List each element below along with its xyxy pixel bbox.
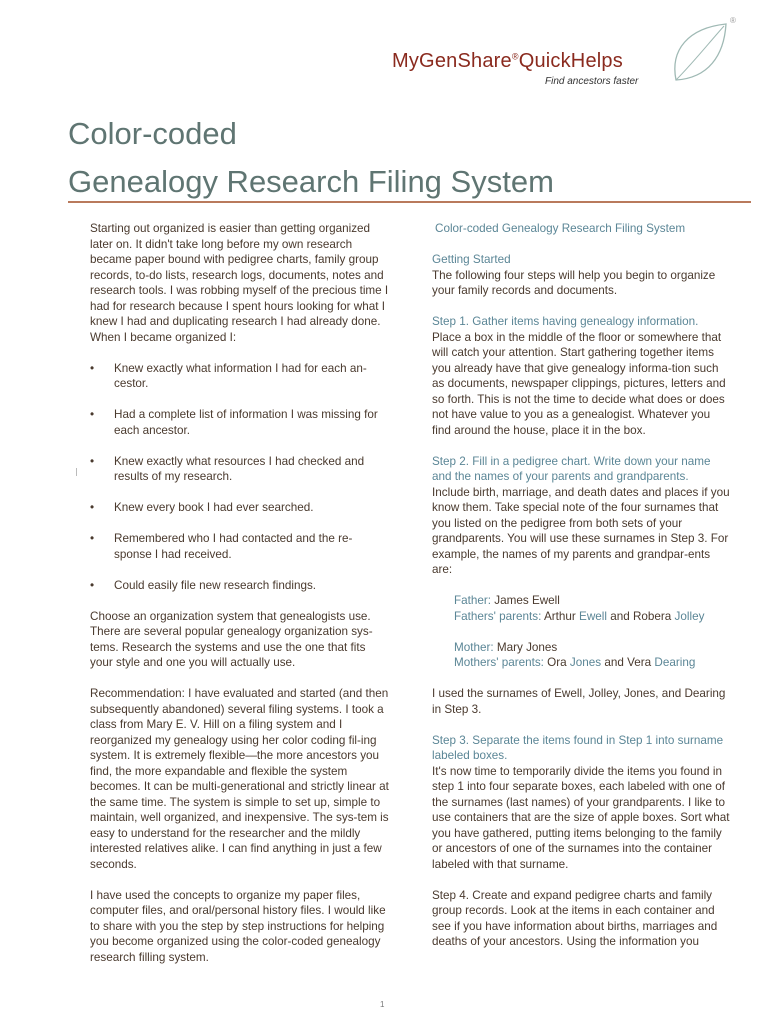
- surnames-text: I used the surnames of Ewell, Jolley, Jones, and Dearing in Step 3.: [432, 687, 726, 716]
- step1-text: Place a box in the middle of the floor or somewhere that will catch your attention. Start gathering together items you already have that give genealogy informa-tion such as documents, newspaper clippings, pictures, letters and so forth. This is not the time to decide what does or does not have value to you as a genealogist. Whatever you find around the house, place it in the box.: [432, 330, 726, 437]
- page-title: [68, 110, 554, 206]
- mothers-parents-line: Mothers' parents: Ora Jones and Vera Dearing: [454, 656, 696, 669]
- bullet-item: • Could easily file new research findings.: [90, 578, 317, 592]
- bullet-item: • Remembered who I had contacted and the re-sponse I had received.: [90, 532, 353, 561]
- intro-paragraph: Starting out organized is easier than getting organized later on. It didn't take long before my own research became paper bound with pedigree charts, family group records, to-do lists, research logs, documents, notes and research tools. I was robbing myself of the precious time I had for research because I spent hours looking for what I knew I had and duplicating research I had already done. When I became organized I:: [90, 222, 389, 344]
- step1-heading: Step 1. Gather items having genealogy information.: [432, 315, 699, 328]
- right-column: [432, 221, 732, 950]
- title-line-1: Color-coded: [68, 116, 237, 151]
- logo-title: [392, 50, 692, 73]
- title-line-2: Genealogy Research Filing System: [68, 164, 554, 199]
- bullet-item: • Knew every book I had ever searched.: [90, 501, 314, 514]
- step2-text: Include birth, marriage, and death dates and places if you know them. Take special note of the four surnames that you listed on the pedigree from both sets of your grandparents. You will use these surnames in Step 3. For example, the names of my parents and grandpar-ents are:: [432, 485, 730, 576]
- bullet-marker: •: [90, 501, 95, 514]
- getting-started-text: The following four steps will help you begin to organize your family records and documents.: [432, 268, 716, 297]
- bullet-marker: •: [90, 361, 95, 375]
- father-line: Father: James Ewell: [454, 594, 560, 607]
- bullet-item: • Knew exactly what information I had for each an-cestor.: [90, 361, 367, 390]
- fathers-parents-line: Fathers' parents: Arthur Ewell and Robera Jolley: [454, 609, 705, 623]
- step4-text: Step 4. Create and expand pedigree charts and family group records. Look at the items in each container and see if you have information about births, marriages and deaths of your ancestors. Using the information you: [432, 888, 718, 948]
- corner-reg-mark: ®: [730, 16, 736, 25]
- getting-started-heading: Getting Started: [432, 253, 511, 266]
- step2-heading: Step 2. Fill in a pedigree chart. Write down your name and the names of your parents and grandparents.: [432, 454, 711, 483]
- left-column: [90, 221, 390, 965]
- bullet-marker: •: [90, 454, 95, 468]
- logo: [392, 50, 692, 87]
- leaf-icon: [668, 20, 730, 90]
- concepts-paragraph: I have used the concepts to organize my paper files, computer files, and oral/personal history files. I would like to share with you the step by step instructions for helping you become organized using the color-coded genealogy research filling system.: [90, 888, 386, 964]
- bullet-item: • Knew exactly what resources I had checked and results of my research.: [90, 454, 365, 483]
- title-divider: [68, 201, 751, 203]
- bullet-marker: •: [90, 408, 95, 421]
- bullet-item: • Had a complete list of information I was missing for each ancestor.: [90, 408, 378, 437]
- logo-reg: ®: [511, 51, 519, 62]
- bullet-marker: •: [90, 532, 95, 545]
- logo-product: QuickHelps: [518, 50, 623, 72]
- page-number: 1: [380, 1000, 385, 1009]
- section-heading: Color-coded Genealogy Research Filing System: [435, 222, 686, 235]
- margin-mark: [76, 468, 77, 476]
- logo-tagline: Find ancestors faster: [545, 76, 639, 87]
- step3-text: It's now time to temporarily divide the items you found in step 1 into four separate boxes, each labeled with one of the surnames (last names) of your grandparents. I like to use containers that are the size of apple boxes. Sort what you have gathered, putting items belonging to the family or ancestors of one of the surnames into the container labeled with that surname.: [432, 764, 730, 871]
- bullet-marker: •: [90, 578, 95, 592]
- step3-heading: Step 3. Separate the items found in Step 1 into surname labeled boxes.: [432, 733, 724, 762]
- mother-line: Mother: Mary Jones: [454, 640, 558, 654]
- logo-brand: MyGenShare: [392, 50, 512, 72]
- organization-paragraph: Choose an organization system that genealogists use. There are several popular genealogy organization sys-tems. Research the systems and use the one that fits your style and one you will actually use.: [90, 609, 373, 669]
- recommendation-paragraph: Recommendation: I have evaluated and started (and then subsequently abandoned) several filing systems. I took a class from Mary E. V. Hill on a filing system and I reorganized my genealogy using her color coding fil-ing system. It is extremely flexible—the more ancestors you find, the more expandable and flexible the system becomes. It can be multi-generational and strictly linear at the same time. The system is simple to set up, simple to maintain, well organized, and inexpensive. The sys-tem is easy to understand for the researcher and the mildly interested relatives alike. I can find anything in just a few seconds.: [90, 687, 389, 871]
